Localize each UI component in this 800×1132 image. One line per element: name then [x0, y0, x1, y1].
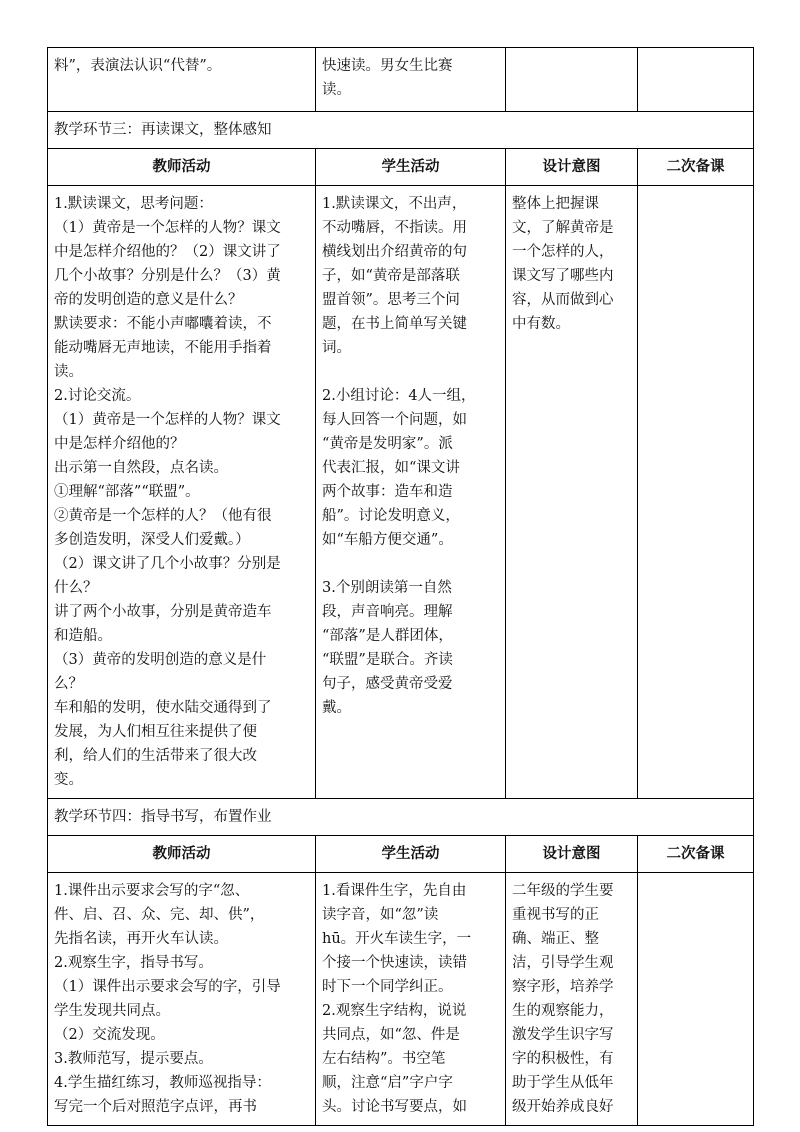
- text-line: [322, 360, 499, 384]
- text-line: 学生发现共同点。: [54, 1003, 170, 1019]
- text-line: ②黄帝是一个怎样的人？（他有很: [54, 508, 272, 524]
- text-line: 读。: [322, 82, 351, 98]
- text-line: 1.默读课文，思考问题：: [54, 196, 213, 212]
- header-second-prep: 二次备课: [638, 149, 754, 186]
- text-line: （2）课文讲了几个小故事？分别是: [54, 556, 281, 572]
- text-line: 字的积极性，有: [512, 1051, 614, 1067]
- text-line: 发展，为人们相互往来提供了便: [54, 724, 257, 740]
- text-line: 察字形，培养学: [512, 979, 614, 995]
- text-line: 多创造发明，深受人们爱戴。）: [54, 532, 250, 548]
- text-line: 如“车船方便交通”。: [322, 532, 453, 548]
- table-row: [48, 48, 754, 112]
- text-line: 么？: [54, 676, 83, 692]
- text-line: 1.课件出示要求会写的字“忽、: [54, 883, 250, 899]
- text-line: 变。: [54, 772, 83, 788]
- text-line: 激发学生识字写: [512, 1027, 614, 1043]
- text-line: 文，了解黄帝是: [512, 220, 614, 236]
- text-line: “部落”是人群团体，: [322, 628, 453, 644]
- design-intent-cell: [506, 186, 638, 799]
- text-line: 顺，注意“启”字户字: [322, 1075, 453, 1091]
- header-student-activity: 学生活动: [316, 149, 506, 186]
- text-line: 快速读。男女生比赛: [322, 58, 453, 74]
- text-line: 共同点，如“忽、件是: [322, 1027, 460, 1043]
- section-title: 教学环节三：再读课文，整体感知: [48, 112, 754, 149]
- text-line: 出示第一自然段，点名读。: [54, 460, 228, 476]
- text-line: 2.讨论交流。: [54, 388, 141, 404]
- header-design-intent: 设计意图: [506, 836, 638, 873]
- text-line: “黄帝是发明家”。派: [322, 436, 453, 452]
- text-line: （1）黄帝是一个怎样的人物？课文: [54, 412, 281, 428]
- lesson-plan-table: [47, 47, 754, 1126]
- section-row: [48, 112, 754, 149]
- text-line: 时下一个同学纠正。: [322, 979, 453, 995]
- text-line: 3.教师范写，提示要点。: [54, 1051, 213, 1067]
- teacher-activity-cell: [48, 186, 316, 799]
- text-line: 洁，引导学生观: [512, 955, 614, 971]
- text-line: 2.观察生字结构，说说: [322, 1003, 467, 1019]
- header-second-prep: 二次备课: [638, 836, 754, 873]
- design-intent-cell: [506, 873, 638, 1126]
- text-line: 二年级的学生要: [512, 883, 614, 899]
- text-line: 一个怎样的人，: [512, 244, 614, 260]
- text-line: 两个故事：造车和造: [322, 484, 453, 500]
- section-title: 教学环节四：指导书写，布置作业: [48, 799, 754, 836]
- header-teacher-activity: 教师活动: [48, 149, 316, 186]
- text-line: “联盟”是联合。齐读: [322, 652, 453, 668]
- design-intent-cell: [506, 48, 638, 112]
- text-line: 中是怎样介绍他的？（2）课文讲了: [54, 244, 281, 260]
- text-line: 中是怎样介绍他的？: [54, 436, 185, 452]
- second-prep-cell: [638, 48, 754, 112]
- text-line: [322, 552, 499, 576]
- text-line: 助于学生从低年: [512, 1075, 614, 1091]
- text-line: 子，如“黄帝是部落联: [322, 268, 460, 284]
- text-line: 1.看课件生字，先自由: [322, 883, 467, 899]
- text-line: 代表汇报，如“课文讲: [322, 460, 460, 476]
- text-line: 帝的发明创造的意义是什么？: [54, 292, 243, 308]
- text-line: 2.小组讨论：4人一组，: [322, 388, 476, 404]
- text-line: （1）课件出示要求会写的字，引导: [54, 979, 281, 995]
- text-line: 生的观察能力，: [512, 1003, 614, 1019]
- text-line: （1）黄帝是一个怎样的人物？课文: [54, 220, 281, 236]
- text-line: 左右结构”。书空笔: [322, 1051, 446, 1067]
- text-line: 读字音，如“忽”读: [322, 907, 439, 923]
- text-line: 2.观察生字，指导书写。: [54, 955, 213, 971]
- text-line: 容，从而做到心: [512, 292, 614, 308]
- text-line: 4.学生描红练习，教师巡视指导：: [54, 1075, 271, 1091]
- text-line: 题，在书上简单写关键: [322, 316, 467, 332]
- text-line: 级开始养成良好: [512, 1099, 614, 1115]
- text-line: ①理解“部落”“联盟”。: [54, 484, 200, 500]
- text-line: 读。: [54, 364, 83, 380]
- text-line: 默读要求：不能小声嘟囔着读，不: [54, 316, 272, 332]
- text-line: 课文写了哪些内: [512, 268, 614, 284]
- table-row: [48, 873, 754, 1126]
- header-row: [48, 149, 754, 186]
- teacher-activity-cell: [48, 873, 316, 1126]
- text-line: 车和船的发明，使水陆交通得到了: [54, 700, 272, 716]
- header-row: [48, 836, 754, 873]
- text-line: 句子，感受黄帝受爱: [322, 676, 453, 692]
- text-line: 中有数。: [512, 316, 570, 332]
- text-line: 几个小故事？分别是什么？（3）黄: [54, 268, 281, 284]
- teacher-activity-cell: [48, 48, 316, 112]
- text-line: 件、启、召、众、完、却、供”，: [54, 907, 265, 923]
- text-line: 确、端正、整: [512, 931, 599, 947]
- text-line: 料”，表演法认识“代替”。: [54, 58, 222, 74]
- text-line: （2）交流发现。: [54, 1027, 165, 1043]
- text-line: 词。: [322, 340, 351, 356]
- text-line: 段，声音响亮。理解: [322, 604, 453, 620]
- header-design-intent: 设计意图: [506, 149, 638, 186]
- text-line: 重视书写的正: [512, 907, 599, 923]
- text-line: 不动嘴唇，不指读。用: [322, 220, 467, 236]
- text-line: 船”。讨论发明意义，: [322, 508, 460, 524]
- header-teacher-activity: 教师活动: [48, 836, 316, 873]
- text-line: 每人回答一个问题，如: [322, 412, 467, 428]
- text-line: 和造船。: [54, 628, 112, 644]
- student-activity-cell: [316, 48, 506, 112]
- text-line: 整体上把握课: [512, 196, 599, 212]
- text-line: 先指名读，再开火车认读。: [54, 931, 228, 947]
- student-activity-cell: [316, 186, 506, 799]
- text-line: （3）黄帝的发明创造的意义是什: [54, 652, 267, 668]
- table-row: [48, 186, 754, 799]
- text-line: 能动嘴唇无声地读，不能用手指着: [54, 340, 272, 356]
- text-line: 利，给人们的生活带来了很大改: [54, 748, 257, 764]
- text-line: 盟首领”。思考三个问: [322, 292, 460, 308]
- text-line: 戴。: [322, 700, 351, 716]
- text-line: 3.个别朗读第一自然: [322, 580, 452, 596]
- header-student-activity: 学生活动: [316, 836, 506, 873]
- second-prep-cell: [638, 186, 754, 799]
- text-line: 写完一个后对照范字点评，再书: [54, 1099, 257, 1115]
- text-line: 讲了两个小故事，分别是黄帝造车: [54, 604, 272, 620]
- text-line: hū。开火车读生字，一: [322, 931, 472, 947]
- text-line: 横线划出介绍黄帝的句: [322, 244, 467, 260]
- second-prep-cell: [638, 873, 754, 1126]
- section-row: [48, 799, 754, 836]
- student-activity-cell: [316, 873, 506, 1126]
- text-line: 什么？: [54, 580, 98, 596]
- text-line: 个接一个快速读，读错: [322, 955, 467, 971]
- text-line: 头。讨论书写要点，如: [322, 1099, 467, 1115]
- text-line: 1.默读课文，不出声，: [322, 196, 467, 212]
